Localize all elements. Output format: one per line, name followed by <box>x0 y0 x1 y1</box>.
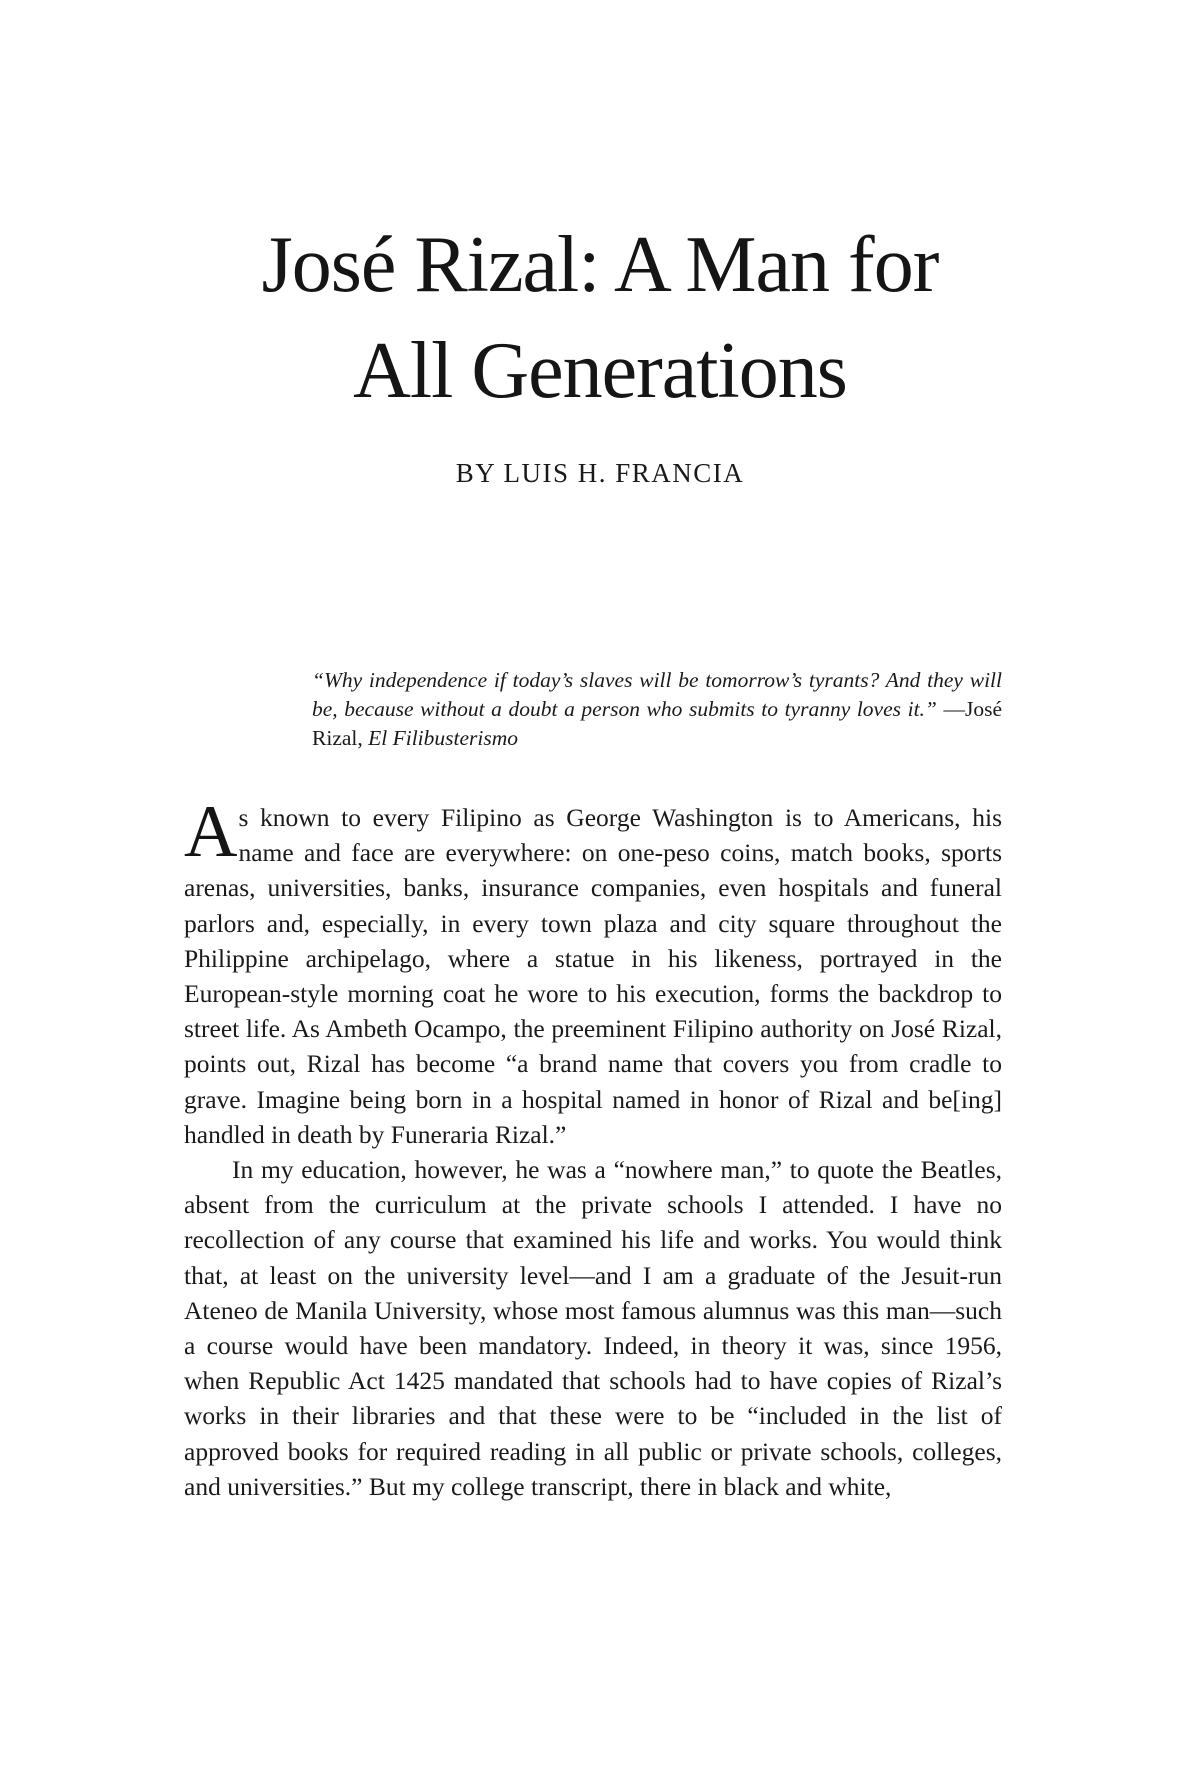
article-title <box>0 212 1200 424</box>
epigraph <box>312 666 1002 753</box>
drop-cap: A <box>184 791 238 873</box>
epigraph-work-title: El Filibusterismo <box>368 726 519 750</box>
title-line-1: José Rizal: A Man for <box>261 221 939 309</box>
body-paragraph-1 <box>184 791 1002 1152</box>
paragraph-1-text: s known to every Filipino as George Washington is to Americans, his name and face are everywhere: on one-peso coins, match books, sports arenas, universities, banks, insurance companies, even hospitals and funeral parlors and, especially, in every town plaza and city square throughout the Philippine archipelago, where a statue in his likeness, portrayed in the European-style morning coat he wore to his execution, forms the backdrop to street life. As Ambeth Ocampo, the preeminent Filipino authority on José Rizal, points out, Rizal has become “a brand name that covers you from cradle to grave. Imagine being born in a hospital named in honor of Rizal and be[ing] handled in death by Funeraria Rizal.” <box>184 803 1002 1149</box>
title-line-2: All Generations <box>353 327 847 415</box>
epigraph-attribution: —José Rizal, <box>312 697 1003 750</box>
author-byline: BY LUIS H. FRANCIA <box>455 458 745 488</box>
article-body <box>184 791 1002 1504</box>
epigraph-quote: “Why independence if today’s slaves will be tomorrow’s tyrants? And they will be, because without a doubt a person who submits to tyranny loves it.” <box>312 668 1002 721</box>
body-paragraph-2: In my education, however, he was a “nowhere man,” to quote the Beatles, absent from the curriculum at the private schools I attended. I have no recollection of any course that examined his life and works. You would think that, at least on the university level—and I am a graduate of the Jesuit-run Ateneo de Manila University, whose most famous alumnus was this man—such a course would have been mandatory. Indeed, in theory it was, since 1956, when Republic Act 1425 mandated that schools had to have copies of Rizal’s works in their libraries and that these were to be “included in the list of approved books for required reading in all public or private schools, colleges, and universities.” But my college transcript, there in black and white, <box>184 1155 1002 1501</box>
